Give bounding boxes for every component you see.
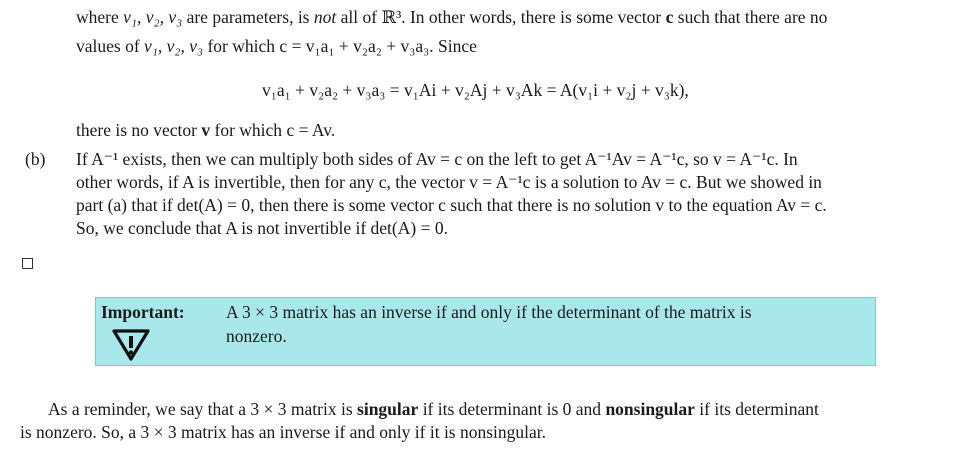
- text-run: all of ℝ³. In other words, there is some vector: [336, 7, 666, 27]
- text-run: where: [76, 7, 124, 27]
- text-run: .: [330, 120, 336, 140]
- text-run: . Since: [429, 36, 477, 56]
- callout-label: Important:: [101, 302, 185, 322]
- paragraph-line: [76, 35, 477, 57]
- callout-text: A 3 × 3 matrix has an inverse if and only if the determinant of the matrix is: [226, 302, 752, 322]
- text-run: are parameters, is: [182, 7, 314, 27]
- text-run: for which: [210, 120, 287, 140]
- part-b-line: If A⁻¹ exists, then we can multiply both sides of Av = c on the left to get A⁻¹Av = A⁻¹c, so v = A⁻¹c. In: [76, 149, 798, 169]
- callout-text: nonzero.: [226, 326, 287, 346]
- emphasis-not: not: [313, 7, 337, 27]
- text-run: As a reminder, we say that a 3 × 3 matrix is: [48, 399, 358, 419]
- warning-triangle-icon: [110, 328, 152, 362]
- reminder-line: [48, 398, 819, 420]
- text-run: there is no vector: [76, 120, 202, 140]
- reminder-line: is nonzero. So, a 3 × 3 matrix has an inverse if and only if it is nonsingular.: [20, 422, 547, 442]
- part-b-line: other words, if A is invertible, then for any c, the vector v = A⁻¹c is a solution to Av = c. But we showed in: [76, 172, 822, 192]
- paragraph-line: [76, 6, 827, 28]
- text-run: values of: [76, 36, 145, 56]
- vector-c: c: [665, 7, 674, 27]
- part-b-line: So, we conclude that A is not invertible if det(A) = 0.: [76, 218, 448, 238]
- inline-equation: c = v₁a₁ + v₂a₂ + v₃a₃: [279, 36, 430, 56]
- vector-v: v: [201, 120, 211, 140]
- part-b-line: part (a) that if det(A) = 0, then there is some vector c such that there is no solution v to the equation Av = c.: [76, 195, 827, 215]
- part-b-label: (b): [25, 149, 46, 169]
- text-run: for which: [203, 36, 280, 56]
- math-variables: v₁, v₂, v₃: [123, 7, 183, 27]
- display-equation: v₁a₁ + v₂a₂ + v₃a₃ = v₁Ai + v₂Aj + v₃Ak = A(v₁i + v₂j + v₃k),: [262, 80, 689, 100]
- inline-equation: c = Av: [286, 120, 331, 140]
- end-of-proof-square: [22, 258, 33, 269]
- text-run: if its determinant is 0 and: [418, 399, 606, 419]
- math-variables: v₁, v₂, v₃: [144, 36, 204, 56]
- term-singular: singular: [357, 399, 419, 419]
- important-callout: [95, 297, 876, 366]
- paragraph-line: [76, 119, 335, 141]
- term-nonsingular: nonsingular: [605, 399, 695, 419]
- text-run: such that there are no: [673, 7, 828, 27]
- text-run: if its determinant: [694, 399, 819, 419]
